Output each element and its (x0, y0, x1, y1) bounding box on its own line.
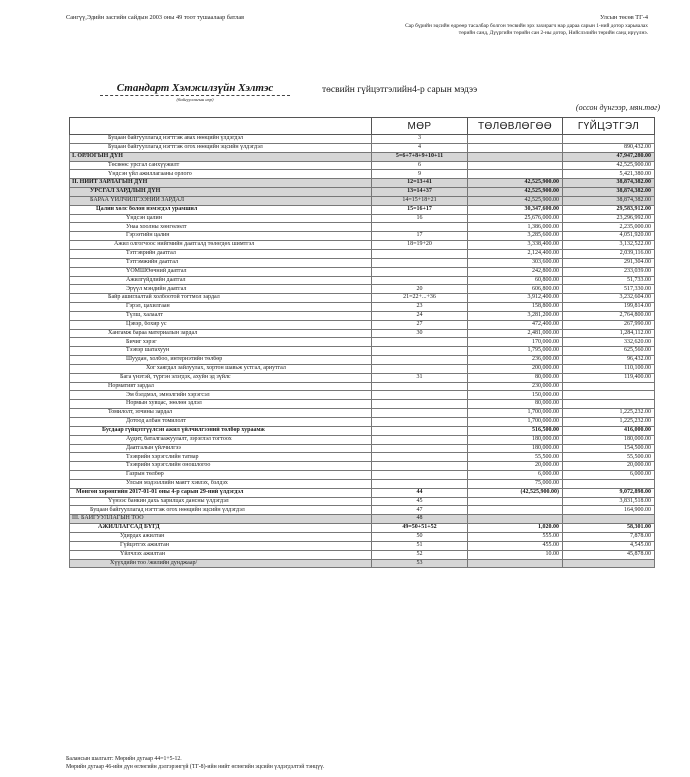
row-number (372, 426, 468, 435)
plan-value (468, 515, 563, 524)
row-label: Тээврийн хэрэгслийн оношлогоо (70, 462, 372, 471)
actual-value: 96,432.00 (563, 356, 655, 365)
plan-value: 6,000.00 (468, 471, 563, 480)
table-row (70, 135, 655, 144)
table-row (70, 267, 655, 276)
plan-value: 2,124,400.00 (468, 249, 563, 258)
actual-value: 38,874,382.00 (563, 179, 655, 188)
table-row (70, 524, 655, 533)
plan-value: 150,000.00 (468, 391, 563, 400)
row-label: Бага үнэтэй, түргэн элэгдэх, ахуйн эд зүйлс (70, 373, 372, 382)
plan-value: 606,800.00 (468, 285, 563, 294)
plan-value: 236,000.00 (468, 356, 563, 365)
table-row (70, 364, 655, 373)
table-row (70, 347, 655, 356)
table-row (70, 311, 655, 320)
actual-value: 42,525,900.00 (563, 161, 655, 170)
plan-value: 42,525,900.00 (468, 188, 563, 197)
plan-value: 158,800.00 (468, 303, 563, 312)
plan-value: 1,700,000.00 (468, 418, 563, 427)
row-label: Гэрээтийн цалин (70, 232, 372, 241)
row-number: 53 (372, 559, 468, 568)
row-number (372, 249, 468, 258)
plan-value: 242,800.00 (468, 267, 563, 276)
row-label: Буцаан байгууллагад нэгтгэж огох нөөцийн эцсийн үлдэгдэл (70, 143, 372, 152)
table-row (70, 479, 655, 488)
actual-value: 47,947,280.00 (563, 152, 655, 161)
table-row (70, 409, 655, 418)
row-number (372, 462, 468, 471)
table-row (70, 232, 655, 241)
table-row (70, 426, 655, 435)
row-label: Төсвөөс урсгал санхүүжилт (70, 161, 372, 170)
row-number (372, 267, 468, 276)
table-row (70, 285, 655, 294)
row-label: Тээврийн хэрэгслийн татвар (70, 453, 372, 462)
table-row (70, 294, 655, 303)
organization-caption: (байгууллагын нэр) (176, 97, 214, 102)
row-number: 4 (372, 143, 468, 152)
plan-value: 170,000.00 (468, 338, 563, 347)
organization-name: Стандарт Хэмжилзүйн Хэлтэс (100, 82, 290, 96)
row-number: 20 (372, 285, 468, 294)
row-label: Газрын төлбөр (70, 471, 372, 480)
row-label: Цалин хөлс болон нэмэгдэл урамшил (70, 205, 372, 214)
table-row (70, 258, 655, 267)
table-body (70, 135, 655, 568)
actual-value: 154,500.00 (563, 444, 655, 453)
row-label: БАРАА ҮЙЛЧИЛГЭЭНИЙ ЗАРДАЛ (70, 196, 372, 205)
row-label: Үндсэн үйл ажиллагааны орлого (70, 170, 372, 179)
actual-value: 9,072,898.00 (563, 488, 655, 497)
budget-table (69, 117, 655, 568)
actual-value: 38,874,382.00 (563, 196, 655, 205)
actual-value: 119,400.00 (563, 373, 655, 382)
table-row (70, 471, 655, 480)
actual-value (563, 382, 655, 391)
plan-value: 3,338,400.00 (468, 241, 563, 250)
row-label: Буцаан байгууллагад нэгтгэж авах нөөцийн үлдэгдэл (70, 135, 372, 144)
actual-value (563, 515, 655, 524)
row-number (372, 471, 468, 480)
actual-value (563, 400, 655, 409)
row-label: Ажилгүйдлийн даатгал (70, 276, 372, 285)
row-label: Даатгалын үйлчилгээ (70, 444, 372, 453)
row-number: 23 (372, 303, 468, 312)
row-label: Хангамж бараа материалын зардал (70, 329, 372, 338)
table-row (70, 329, 655, 338)
row-label: Буцаан байгууллагад нэгтгэж огох нөөцийн эцсийн үлдэгдэл (70, 506, 372, 515)
table-row (70, 223, 655, 232)
table-row (70, 515, 655, 524)
row-label: Хог хаягдал зайлуулах, хортон шавьж устгал, ариутгал (70, 364, 372, 373)
row-label: Цэвэр, бохир ус (70, 320, 372, 329)
row-label: Томилолт, зочины зардал (70, 409, 372, 418)
row-label: Унаа хоолны хөнгөлөлт (70, 223, 372, 232)
plan-value: 25,676,000.00 (468, 214, 563, 223)
row-number: 44 (372, 488, 468, 497)
row-number: 5=6+7+8+9+10+11 (372, 152, 468, 161)
table-row (70, 152, 655, 161)
row-label: Түлш, халаалт (70, 311, 372, 320)
row-label: Байр ашиглалтай холбоотой тогтмол зардал (70, 294, 372, 303)
plan-value (468, 506, 563, 515)
row-label: Тээвэр шатахуун (70, 347, 372, 356)
table-row (70, 161, 655, 170)
plan-value: 1,386,000.00 (468, 223, 563, 232)
table-row (70, 170, 655, 179)
actual-value: 5,421,380.00 (563, 170, 655, 179)
table-row (70, 462, 655, 471)
row-number: 6 (372, 161, 468, 170)
row-label: Аудит, баталгаажуулалт, зэрэглэл тогтоох (70, 435, 372, 444)
row-label: III. БАЙГУУЛЛАГЫН ТОО (70, 515, 372, 524)
table-row (70, 303, 655, 312)
plan-value: 516,500.00 (468, 426, 563, 435)
plan-value: 1,020.00 (468, 524, 563, 533)
column-header-item (70, 118, 372, 135)
row-number (372, 444, 468, 453)
table-row (70, 453, 655, 462)
plan-value: 303,600.00 (468, 258, 563, 267)
plan-value: 42,525,900.00 (468, 179, 563, 188)
row-number: 30 (372, 329, 468, 338)
actual-value: 625,560.00 (563, 347, 655, 356)
row-number (372, 356, 468, 365)
plan-value: 10.00 (468, 550, 563, 559)
table-row (70, 400, 655, 409)
row-number: 50 (372, 532, 468, 541)
actual-value: 20,000.00 (563, 462, 655, 471)
table-row (70, 444, 655, 453)
row-number: 21=22+...+36 (372, 294, 468, 303)
plan-value: 1,795,000.00 (468, 347, 563, 356)
row-label: Дотоод албан томилолт (70, 418, 372, 427)
table-row (70, 205, 655, 214)
row-label: Үүнээс банкин дахь харилцах дансны үлдэгдэл (70, 497, 372, 506)
column-header-actual: ГҮЙЦЭТГЭЛ (563, 118, 655, 135)
row-number: 3 (372, 135, 468, 144)
plan-value: 2,481,000.00 (468, 329, 563, 338)
actual-value: 3,232,604.00 (563, 294, 655, 303)
row-number: 31 (372, 373, 468, 382)
table-row (70, 373, 655, 382)
plan-value (468, 143, 563, 152)
row-label: Нормын хувцас, зөөлөн эдлэл (70, 400, 372, 409)
table-row (70, 179, 655, 188)
row-number: 13=14+37 (372, 188, 468, 197)
actual-value: 1,284,112.00 (563, 329, 655, 338)
actual-value: 1,225,232.00 (563, 418, 655, 427)
actual-value: 23,296,992.00 (563, 214, 655, 223)
row-label: Үндсэн цалин (70, 214, 372, 223)
row-number: 18=19+20 (372, 241, 468, 250)
row-number (372, 479, 468, 488)
table-row (70, 497, 655, 506)
plan-value: 200,000.00 (468, 364, 563, 373)
row-label: Үйлчлэх ажилтан (70, 550, 372, 559)
table-row (70, 214, 655, 223)
row-label: Тэтгэврийн даатгал (70, 249, 372, 258)
actual-value: 332,620.00 (563, 338, 655, 347)
row-number: 27 (372, 320, 468, 329)
plan-value: 472,400.00 (468, 320, 563, 329)
row-label: УРСГАЛ ЗАРДЛЫН ДҮН (70, 188, 372, 197)
row-number: 52 (372, 550, 468, 559)
table-row (70, 541, 655, 550)
row-number: 17 (372, 232, 468, 241)
plan-value: 3,912,400.00 (468, 294, 563, 303)
plan-value (468, 497, 563, 506)
row-number (372, 435, 468, 444)
row-number (372, 347, 468, 356)
table-row (70, 188, 655, 197)
row-label: Нормативт зардал (70, 382, 372, 391)
row-label: Мөнгөн хөрөнгийн 2017-01-01 оны 4-р сарын 29-ний үлдэгдэл (70, 488, 372, 497)
actual-value: 180,000.00 (563, 435, 655, 444)
column-header-plan: ТӨЛӨВЛӨГӨӨ (468, 118, 563, 135)
row-number: 49=50+51+52 (372, 524, 468, 533)
actual-value: 110,100.00 (563, 364, 655, 373)
actual-value: 2,235,000.00 (563, 223, 655, 232)
plan-value: 20,000.00 (468, 462, 563, 471)
balance-check-note: Балансын шалгалт: Мөрийн дугаар 44=1+5-12. (66, 756, 182, 762)
row-label: Гэрэл, цахилгаан (70, 303, 372, 312)
row-number (372, 223, 468, 232)
actual-value: 517,330.00 (563, 285, 655, 294)
row-number: 51 (372, 541, 468, 550)
actual-value: 4,051,920.00 (563, 232, 655, 241)
table-row (70, 241, 655, 250)
actual-value: 45,878.00 (563, 550, 655, 559)
actual-value: 291,304.00 (563, 258, 655, 267)
plan-value: 30,347,600.00 (468, 205, 563, 214)
row-label: Гүйцэтгэх ажилтан (70, 541, 372, 550)
actual-value: 38,874,382.00 (563, 188, 655, 197)
plan-value: 1,700,000.00 (468, 409, 563, 418)
row-label: Ажил олгогчоос нийгмийн даатгалд төлөгдөх шимтгэл (70, 241, 372, 250)
table-row (70, 143, 655, 152)
row-label: Бусдаар гүйцэтгүүлсэн ажил үйлчилгээний төлбөр хураамж (70, 426, 372, 435)
table-row (70, 391, 655, 400)
row-number: 15=16+17 (372, 205, 468, 214)
table-row (70, 249, 655, 258)
plan-value: 80,000.00 (468, 373, 563, 382)
actual-value (563, 391, 655, 400)
plan-value: 3,281,200.00 (468, 311, 563, 320)
table-row (70, 418, 655, 427)
actual-value: 51,733.00 (563, 276, 655, 285)
table-row (70, 550, 655, 559)
actual-value: 199,814.00 (563, 303, 655, 312)
actual-value (563, 135, 655, 144)
row-label: Хүүхдийн тоо /жилийн дунджаар/ (70, 559, 372, 568)
table-row (70, 435, 655, 444)
actual-value: 4,545.00 (563, 541, 655, 550)
plan-value: 75,000.00 (468, 479, 563, 488)
plan-value: 42,525,900.00 (468, 196, 563, 205)
plan-value: 80,000.00 (468, 400, 563, 409)
actual-value: 2,039,116.00 (563, 249, 655, 258)
row-number: 24 (372, 311, 468, 320)
actual-value: 1,225,232.00 (563, 409, 655, 418)
plan-value: 180,000.00 (468, 435, 563, 444)
row-label: Бичиг хэрэг (70, 338, 372, 347)
submission-note: Сар бүрийн эцсийн өдрөөр тасалбар болгон төсвийн эрх захирагч нар дараа сарын 1-ний дотор харьяалах төрийн санд, Дүүргийн төрийн сан 2-ны дотор, Нийслэлийн төрийн санд ирүүлнэ. (405, 23, 648, 37)
plan-value: 455.00 (468, 541, 563, 550)
actual-value (563, 479, 655, 488)
row-number: 9 (372, 170, 468, 179)
row-number: 45 (372, 497, 468, 506)
plan-value (468, 559, 563, 568)
table-row (70, 532, 655, 541)
row-label: II. НИЙТ ЗАРЛАГЫН ДҮН (70, 179, 372, 188)
actual-value: 3,132,522.00 (563, 241, 655, 250)
footer-notes (66, 756, 666, 771)
actual-value: 3,831,518.00 (563, 497, 655, 506)
actual-value: 58,301.00 (563, 524, 655, 533)
plan-value: 230,000.00 (468, 382, 563, 391)
row-number (372, 453, 468, 462)
plan-value: 180,000.00 (468, 444, 563, 453)
row-number (372, 258, 468, 267)
plan-value: 60,800.00 (468, 276, 563, 285)
payables-note: Мөрийн дугаар 46-ийн дүн өглөгийн дэлгэрэнгүй (ТГ-8)-ийн нийт өглөгийн эцсийн үлдэгдэлтэй тэнцүү. (66, 763, 325, 770)
row-number: 48 (372, 515, 468, 524)
approval-note: Сангүү,Эдийн засгийн сайдын 2003 оны 49 тоот тушаалаар батлав (66, 14, 245, 21)
row-label: I. ОРЛОГЫН ДҮН (70, 152, 372, 161)
row-number: 16 (372, 214, 468, 223)
actual-value: 2,764,800.00 (563, 311, 655, 320)
report-title: төсвийн гүйцэтгэлийн4-р сарын мэдээ (322, 85, 478, 95)
plan-value: 3,285,600.00 (468, 232, 563, 241)
plan-value (468, 152, 563, 161)
table-row (70, 488, 655, 497)
row-number (372, 418, 468, 427)
actual-value: 267,990.00 (563, 320, 655, 329)
table-row (70, 196, 655, 205)
actual-value (563, 559, 655, 568)
table-row (70, 276, 655, 285)
row-label: Эрүүл мэндийн даатгал (70, 285, 372, 294)
row-label: Удирдах ажилтан (70, 532, 372, 541)
row-label: Шуудан, холбоо, интернэтийн төлбөр (70, 356, 372, 365)
table-row (70, 338, 655, 347)
row-number (372, 391, 468, 400)
column-header-row-number: МӨР (372, 118, 468, 135)
actual-value: 233,039.00 (563, 267, 655, 276)
table-row (70, 382, 655, 391)
table-row (70, 506, 655, 515)
actual-value: 416,000.00 (563, 426, 655, 435)
row-label: ҮОМШӨөчний даатгал (70, 267, 372, 276)
row-label: Тэтгэмжийн даатгал (70, 258, 372, 267)
row-number (372, 276, 468, 285)
actual-value: 7,878.00 (563, 532, 655, 541)
row-number: 14=15+18+21 (372, 196, 468, 205)
form-info (388, 14, 648, 38)
row-number (372, 382, 468, 391)
row-number (372, 364, 468, 373)
row-number: 12=13+41 (372, 179, 468, 188)
table-row (70, 559, 655, 568)
unit-note: (оссон дүнгээр, мян.төг) (575, 103, 660, 112)
table-row (70, 320, 655, 329)
row-number (372, 409, 468, 418)
row-label: Эм бэлдмэл, эмнэлгийн хэрэгсэл (70, 391, 372, 400)
row-number (372, 400, 468, 409)
plan-value: (42,525,900.00) (468, 488, 563, 497)
actual-value: 164,900.00 (563, 506, 655, 515)
actual-value: 6,000.00 (563, 471, 655, 480)
actual-value: 890,432.00 (563, 143, 655, 152)
row-label: АЖИЛЛАГСАД БҮГД (70, 524, 372, 533)
table-row (70, 356, 655, 365)
plan-value (468, 135, 563, 144)
plan-value: 555.00 (468, 532, 563, 541)
table-header-row (70, 118, 655, 135)
row-number: 47 (372, 506, 468, 515)
actual-value: 55,500.00 (563, 453, 655, 462)
row-number (372, 338, 468, 347)
actual-value: 29,583,912.00 (563, 205, 655, 214)
plan-value: 55,500.00 (468, 453, 563, 462)
row-label: Улсын мэдээллийн маягт хэвлэх, бэлдэх (70, 479, 372, 488)
form-code: Улсын төсөв ТГ-4 (600, 14, 648, 21)
plan-value (468, 161, 563, 170)
plan-value (468, 170, 563, 179)
